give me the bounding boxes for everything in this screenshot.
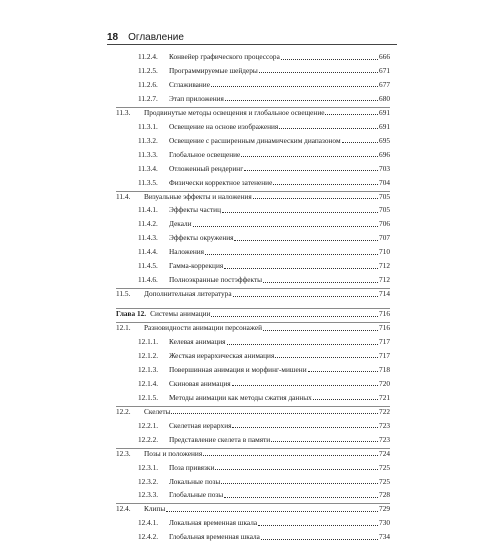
toc-entry-number: 12.1.3.: [138, 364, 159, 374]
toc-entry-page: 707: [379, 233, 390, 243]
toc-entry-title: Сглаживание: [169, 79, 210, 89]
toc-entry-title: Отложенный рендеринг: [169, 163, 244, 173]
toc-entry[interactable]: [116, 309, 390, 319]
toc-entry[interactable]: [138, 233, 390, 243]
toc-entry-title: Методы анимации как методы сжатия данных: [169, 392, 312, 402]
toc-entry-page: 721: [379, 392, 390, 402]
toc-entry[interactable]: [138, 261, 390, 271]
toc-entry-number: 11.2.7.: [138, 93, 158, 103]
dot-leader: [203, 455, 378, 456]
toc-entry[interactable]: [138, 80, 390, 90]
toc-entry-title: Декали: [169, 219, 192, 229]
toc-entry-title: Скелеты: [144, 406, 171, 416]
toc-entry[interactable]: [138, 351, 390, 361]
toc-entry[interactable]: [116, 504, 390, 514]
toc-entry-page: 717: [379, 350, 390, 360]
dot-leader: [259, 72, 378, 73]
toc-entry-page: 691: [379, 107, 390, 117]
toc-entry-number: 12.1.4.: [138, 378, 159, 388]
toc-entry[interactable]: [138, 219, 390, 229]
toc-entry-number: 12.4.1.: [138, 518, 159, 528]
toc-entry-number: 11.3.: [116, 107, 131, 117]
toc-entry-number: 12.3.3.: [138, 490, 159, 500]
toc-entry[interactable]: [138, 136, 390, 146]
toc-entry-number: 11.5.: [116, 289, 131, 299]
toc-entry-number: 11.3.2.: [138, 135, 158, 145]
toc-entry[interactable]: [138, 379, 390, 389]
toc-entry-page: 716: [379, 323, 390, 333]
dot-leader: [193, 226, 378, 227]
toc-entry-page: 716: [379, 309, 390, 319]
toc-entry[interactable]: [116, 449, 390, 459]
toc-entry-page: 705: [379, 191, 390, 201]
toc-entry-page: 677: [379, 79, 390, 89]
toc-entry-title: Жесткая иерархическая анимация: [169, 350, 275, 360]
toc-entry-page: 695: [379, 135, 390, 145]
toc-entry-page: 714: [379, 289, 390, 299]
dot-leader: [227, 344, 379, 345]
toc-entry[interactable]: [116, 192, 390, 202]
toc-entry-title: Гамма-коррекция: [169, 261, 224, 271]
toc-entry-number: 12.1.: [116, 323, 131, 333]
toc-entry-title: Локальная временная шкала: [169, 518, 258, 528]
toc-entry-page: 723: [379, 434, 390, 444]
toc-entry[interactable]: [116, 108, 390, 118]
dot-leader: [279, 128, 378, 129]
toc-entry-title: Глобальные позы: [169, 490, 224, 500]
toc-entry-number: 11.2.5.: [138, 65, 158, 75]
toc-entry[interactable]: [138, 490, 390, 500]
toc-entry-number: 11.4.: [116, 191, 131, 201]
toc-entry-number: 11.2.6.: [138, 79, 158, 89]
toc-entry-title: Глобальная временная шкала: [169, 532, 260, 542]
toc-entry-number: 11.4.1.: [138, 205, 158, 215]
toc-entry-title: Локальные позы: [169, 476, 221, 486]
dot-leader: [215, 469, 378, 470]
toc-entry-page: 722: [379, 406, 390, 416]
dot-leader: [342, 142, 378, 143]
toc-entry[interactable]: [138, 435, 390, 445]
toc-entry-page: 720: [379, 378, 390, 388]
toc-entry[interactable]: [138, 337, 390, 347]
toc-entry[interactable]: [138, 393, 390, 403]
toc-entry-number: 11.3.5.: [138, 177, 158, 187]
toc-entry-title: Эффекты окружения: [169, 233, 234, 243]
toc-entry-page: 704: [379, 177, 390, 187]
header-title: Оглавление: [128, 31, 184, 43]
toc-entry-title: Этап приложения: [169, 93, 224, 103]
toc-entry-page: 712: [379, 261, 390, 271]
toc-entry-number: 12.3.1.: [138, 462, 159, 472]
toc-entry-page: 710: [379, 247, 390, 257]
toc-entry[interactable]: [138, 94, 390, 104]
toc-entry-number: 11.4.3.: [138, 233, 158, 243]
toc-entry-page: 706: [379, 219, 390, 229]
dot-leader: [171, 413, 378, 414]
dot-leader: [263, 330, 378, 331]
toc-entry-page: 696: [379, 149, 390, 159]
toc-entry-number: 11.4.4.: [138, 247, 158, 257]
toc-entry-number: 12.2.1.: [138, 420, 159, 430]
toc-entry-number: 12.4.: [116, 504, 131, 514]
toc-entry[interactable]: [138, 275, 390, 285]
toc-entry-page: 723: [379, 420, 390, 430]
dot-leader: [325, 114, 378, 115]
toc-entry-page: 728: [379, 490, 390, 500]
toc-entry-number: 12.4.2.: [138, 532, 159, 542]
toc-entry[interactable]: [116, 289, 390, 299]
toc-entry-page: 666: [379, 52, 390, 61]
toc-entry-number: 12.2.2.: [138, 434, 159, 444]
toc-entry-title: Келевая анимация: [169, 337, 226, 346]
toc-entry-title: Поза привязки: [169, 462, 215, 472]
toc-entry-title: Позы и положения: [144, 448, 203, 458]
toc-entry-page: 729: [379, 504, 390, 514]
dot-leader: [271, 441, 378, 442]
toc-entry-title: Освещение с расширенным динамическим диапазоном: [169, 135, 341, 145]
toc-entry-title: Глобальное освещение: [169, 149, 241, 159]
toc-entry[interactable]: [138, 421, 390, 431]
dot-leader: [205, 254, 378, 255]
toc-entry-title: Дополнительная литература: [144, 289, 232, 299]
toc-entry-number: Глава 12.: [116, 309, 147, 319]
toc-entry-title: Эффекты частиц: [169, 205, 221, 215]
toc-entry[interactable]: [138, 150, 390, 160]
toc-entry[interactable]: [138, 66, 390, 76]
dot-leader: [232, 427, 378, 428]
toc-entry-page: 724: [379, 448, 390, 458]
page-number: 18: [107, 31, 119, 43]
toc-entry-number: 11.4.6.: [138, 275, 158, 285]
dot-leader: [281, 59, 378, 60]
toc-entry-number: 11.4.5.: [138, 261, 158, 271]
toc-entry-number: 12.3.2.: [138, 476, 159, 486]
toc-entry[interactable]: [138, 247, 390, 257]
toc-entry-page: 730: [379, 518, 390, 528]
dot-leader: [224, 497, 378, 498]
toc-entry-page: 671: [379, 65, 390, 75]
dot-leader: [221, 483, 378, 484]
toc-entry-page: 725: [379, 476, 390, 486]
dot-leader: [211, 86, 378, 87]
toc-entry-title: Системы анимации: [150, 309, 211, 319]
toc-entry-title: Повершинная анимация и морфинг-мишени: [169, 364, 307, 374]
toc-entry-number: 12.1.1.: [138, 337, 159, 346]
toc-entry-title: Наложения: [169, 247, 205, 257]
toc-entry-title: Разновидности анимации персонажей: [144, 323, 262, 333]
dot-leader: [241, 156, 378, 157]
toc-entry-page: 734: [379, 532, 390, 542]
toc-entry[interactable]: [138, 532, 390, 542]
toc-entry-title: Представление скелета в памяти: [169, 434, 271, 444]
toc-entry-page: 705: [379, 205, 390, 215]
dot-leader: [234, 240, 378, 241]
toc-entry-page: 725: [379, 462, 390, 472]
dot-leader: [224, 268, 378, 269]
toc-entry-title: Скиновая анимация: [169, 378, 231, 388]
toc-entry-page: 691: [379, 121, 390, 131]
toc-entry-title: Физически корректное затенение: [169, 177, 273, 187]
toc-entry-title: Визуальные эффекты и наложения: [144, 191, 252, 201]
dot-leader: [313, 399, 378, 400]
dot-leader: [232, 385, 378, 386]
toc-entry-number: 11.2.4.: [138, 52, 158, 61]
dot-leader: [263, 282, 378, 283]
toc-entry-page: 680: [379, 93, 390, 103]
toc-entry[interactable]: [138, 164, 390, 174]
dot-leader: [211, 316, 378, 317]
toc-entry-number: 11.4.2.: [138, 219, 158, 229]
toc-entry[interactable]: [138, 518, 390, 528]
toc-entry-title: Конвейер графического процессора: [169, 52, 280, 61]
dot-leader: [222, 212, 378, 213]
toc-entry-number: 12.1.2.: [138, 350, 159, 360]
dot-leader: [275, 357, 378, 358]
dot-leader: [225, 100, 378, 101]
dot-leader: [258, 525, 378, 526]
toc-entry-title: Полноэкранные постэффекты: [169, 275, 263, 285]
toc-entry-title: Освещение на основе изображения: [169, 121, 279, 131]
toc-entry-number: 11.3.1.: [138, 121, 158, 131]
toc-entry[interactable]: [138, 365, 390, 375]
toc-entry[interactable]: [116, 407, 390, 417]
toc-entry[interactable]: [138, 178, 390, 188]
dot-leader: [166, 511, 378, 512]
toc-entry-number: 12.2.: [116, 406, 131, 416]
toc-entry-title: Клипы: [144, 504, 166, 514]
toc-entry[interactable]: [138, 477, 390, 487]
toc-entry-number: 12.3.: [116, 448, 131, 458]
toc-entry-page: 717: [379, 337, 390, 346]
toc-entry-page: 718: [379, 364, 390, 374]
dot-leader: [233, 296, 378, 297]
toc-entry-number: 11.3.3.: [138, 149, 158, 159]
toc-entry[interactable]: [138, 463, 390, 473]
toc-entry-page: 712: [379, 275, 390, 285]
toc-entry-number: 11.3.4.: [138, 163, 158, 173]
dot-leader: [308, 371, 378, 372]
dot-leader: [244, 170, 378, 171]
toc-entry-title: Скелетная иерархия: [169, 420, 232, 430]
toc-entry[interactable]: [138, 52, 390, 62]
toc-entry[interactable]: [138, 205, 390, 215]
dot-leader: [261, 539, 378, 540]
toc-entry-page: 703: [379, 163, 390, 173]
toc-entry-number: 12.1.5.: [138, 392, 159, 402]
toc-entry[interactable]: [116, 323, 390, 333]
toc-entry-title: Программируемые шейдеры: [169, 65, 258, 75]
toc-entry-title: Продвинутые методы освещения и глобальное освещение: [144, 107, 325, 117]
dot-leader: [273, 184, 378, 185]
toc-entry[interactable]: [138, 122, 390, 132]
dot-leader: [253, 198, 378, 199]
